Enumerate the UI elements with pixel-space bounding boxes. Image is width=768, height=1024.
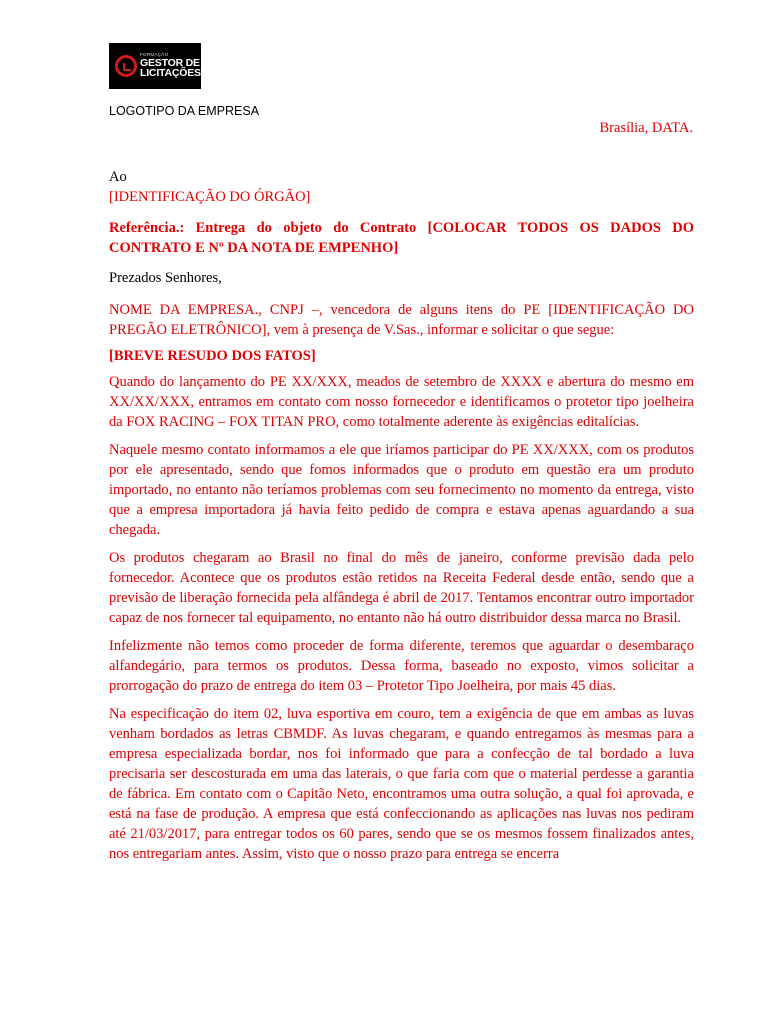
body-paragraph: Os produtos chegaram ao Brasil no final do mês de janeiro, conforme previsão dada pelo fornecedor. Acontece que os produtos estão retidos na Receita Federal desde então, sendo que a previsão de liberação fornecida pela alfândega é abril de 2017. Tentamos encontrar outro importador capaz de nos fornecer tal equipamento, no entanto não há outro distribuidor dessa marca no Brasil. [109,550,694,626]
recipient-organ: [IDENTIFICAÇÃO DO ÓRGÃO] [109,189,311,205]
body-paragraph: Infelizmente não temos como proceder de forma diferente, teremos que aguardar o desembaraço alfandegário, para termos os produtos. Dessa forma, baseado no exposto, vimos solicitar a prorrogação do prazo de entrega do item 03 – Protetor Tipo Joelheira, por mais 45 dias. [109,638,694,694]
logo-placeholder-label: LOGOTIPO DA EMPRESA [109,104,260,118]
logo-text [140,53,201,79]
section-heading: [BREVE RESUDO DOS FATOS] [109,348,316,364]
recipient-prefix: Ao [109,169,127,185]
place-date: Brasília, DATA. [599,120,693,136]
logo-mark-icon [115,55,137,77]
letter-body [109,167,694,872]
reference-line: Referência.: Entrega do objeto do Contrato [COLOCAR TODOS OS DADOS DO CONTRATO E Nº DA NOTA DE EMPENHO] [109,220,694,256]
logo-line-1: GESTOR DE [140,56,200,69]
body-paragraph: Naquele mesmo contato informamos a ele que iríamos participar do PE XX/XXX, com os produtos por ele apresentado, sendo que fomos informados que o produto em questão era um produto importado, no entanto não teríamos problemas com seu fornecimento no momento da entrega, visto que a empresa importadora já havia feito pedido de compra e estava apenas aguardando a sua chegada. [109,442,694,538]
body-paragraph: Quando do lançamento do PE XX/XXX, meados de setembro de XXXX e abertura do mesmo em XX/XX/XXX, entramos em contato com nosso fornecedor e identificamos o protetor tipo joelheira da FOX RACING – FOX TITAN PRO, como totalmente aderente às exigências editalícias. [109,374,694,430]
body-paragraph: Na especificação do item 02, luva esportiva em couro, tem a exigência de que em ambas as luvas venham bordados as letras CBMDF. As luvas chegaram, e quando entregamos às mesmas para a empresa especializada bordar, nos foi informado que para a confecção de tal bordado a luva precisaria ser descosturada em uma das laterais, o que faria com que o material perdesse a garantia de fábrica. Em contato com o Capitão Neto, encontramos uma outra solução, a qual foi aprovada, e está na fase de produção. A empresa que está confeccionando as aplicações nas luvas nos pediram até 21/03/2017, para entregar todos os 60 pares, sendo que se os mesmos fossem finalizados antes, nos entregariam antes. Assim, visto que o nosso prazo para entrega se encerra [109,706,694,862]
company-logo [109,43,201,89]
logo-small-text: FORMAÇÃO [140,52,169,58]
logo-line-2: LICITAÇÕES [140,67,201,80]
greeting: Prezados Senhores, [109,270,222,286]
intro-paragraph: NOME DA EMPRESA., CNPJ –, vencedora de alguns itens do PE [IDENTIFICAÇÃO DO PREGÃO ELETRÔNICO], vem à presença de V.Sas., informar e solicitar o que segue: [109,302,694,338]
